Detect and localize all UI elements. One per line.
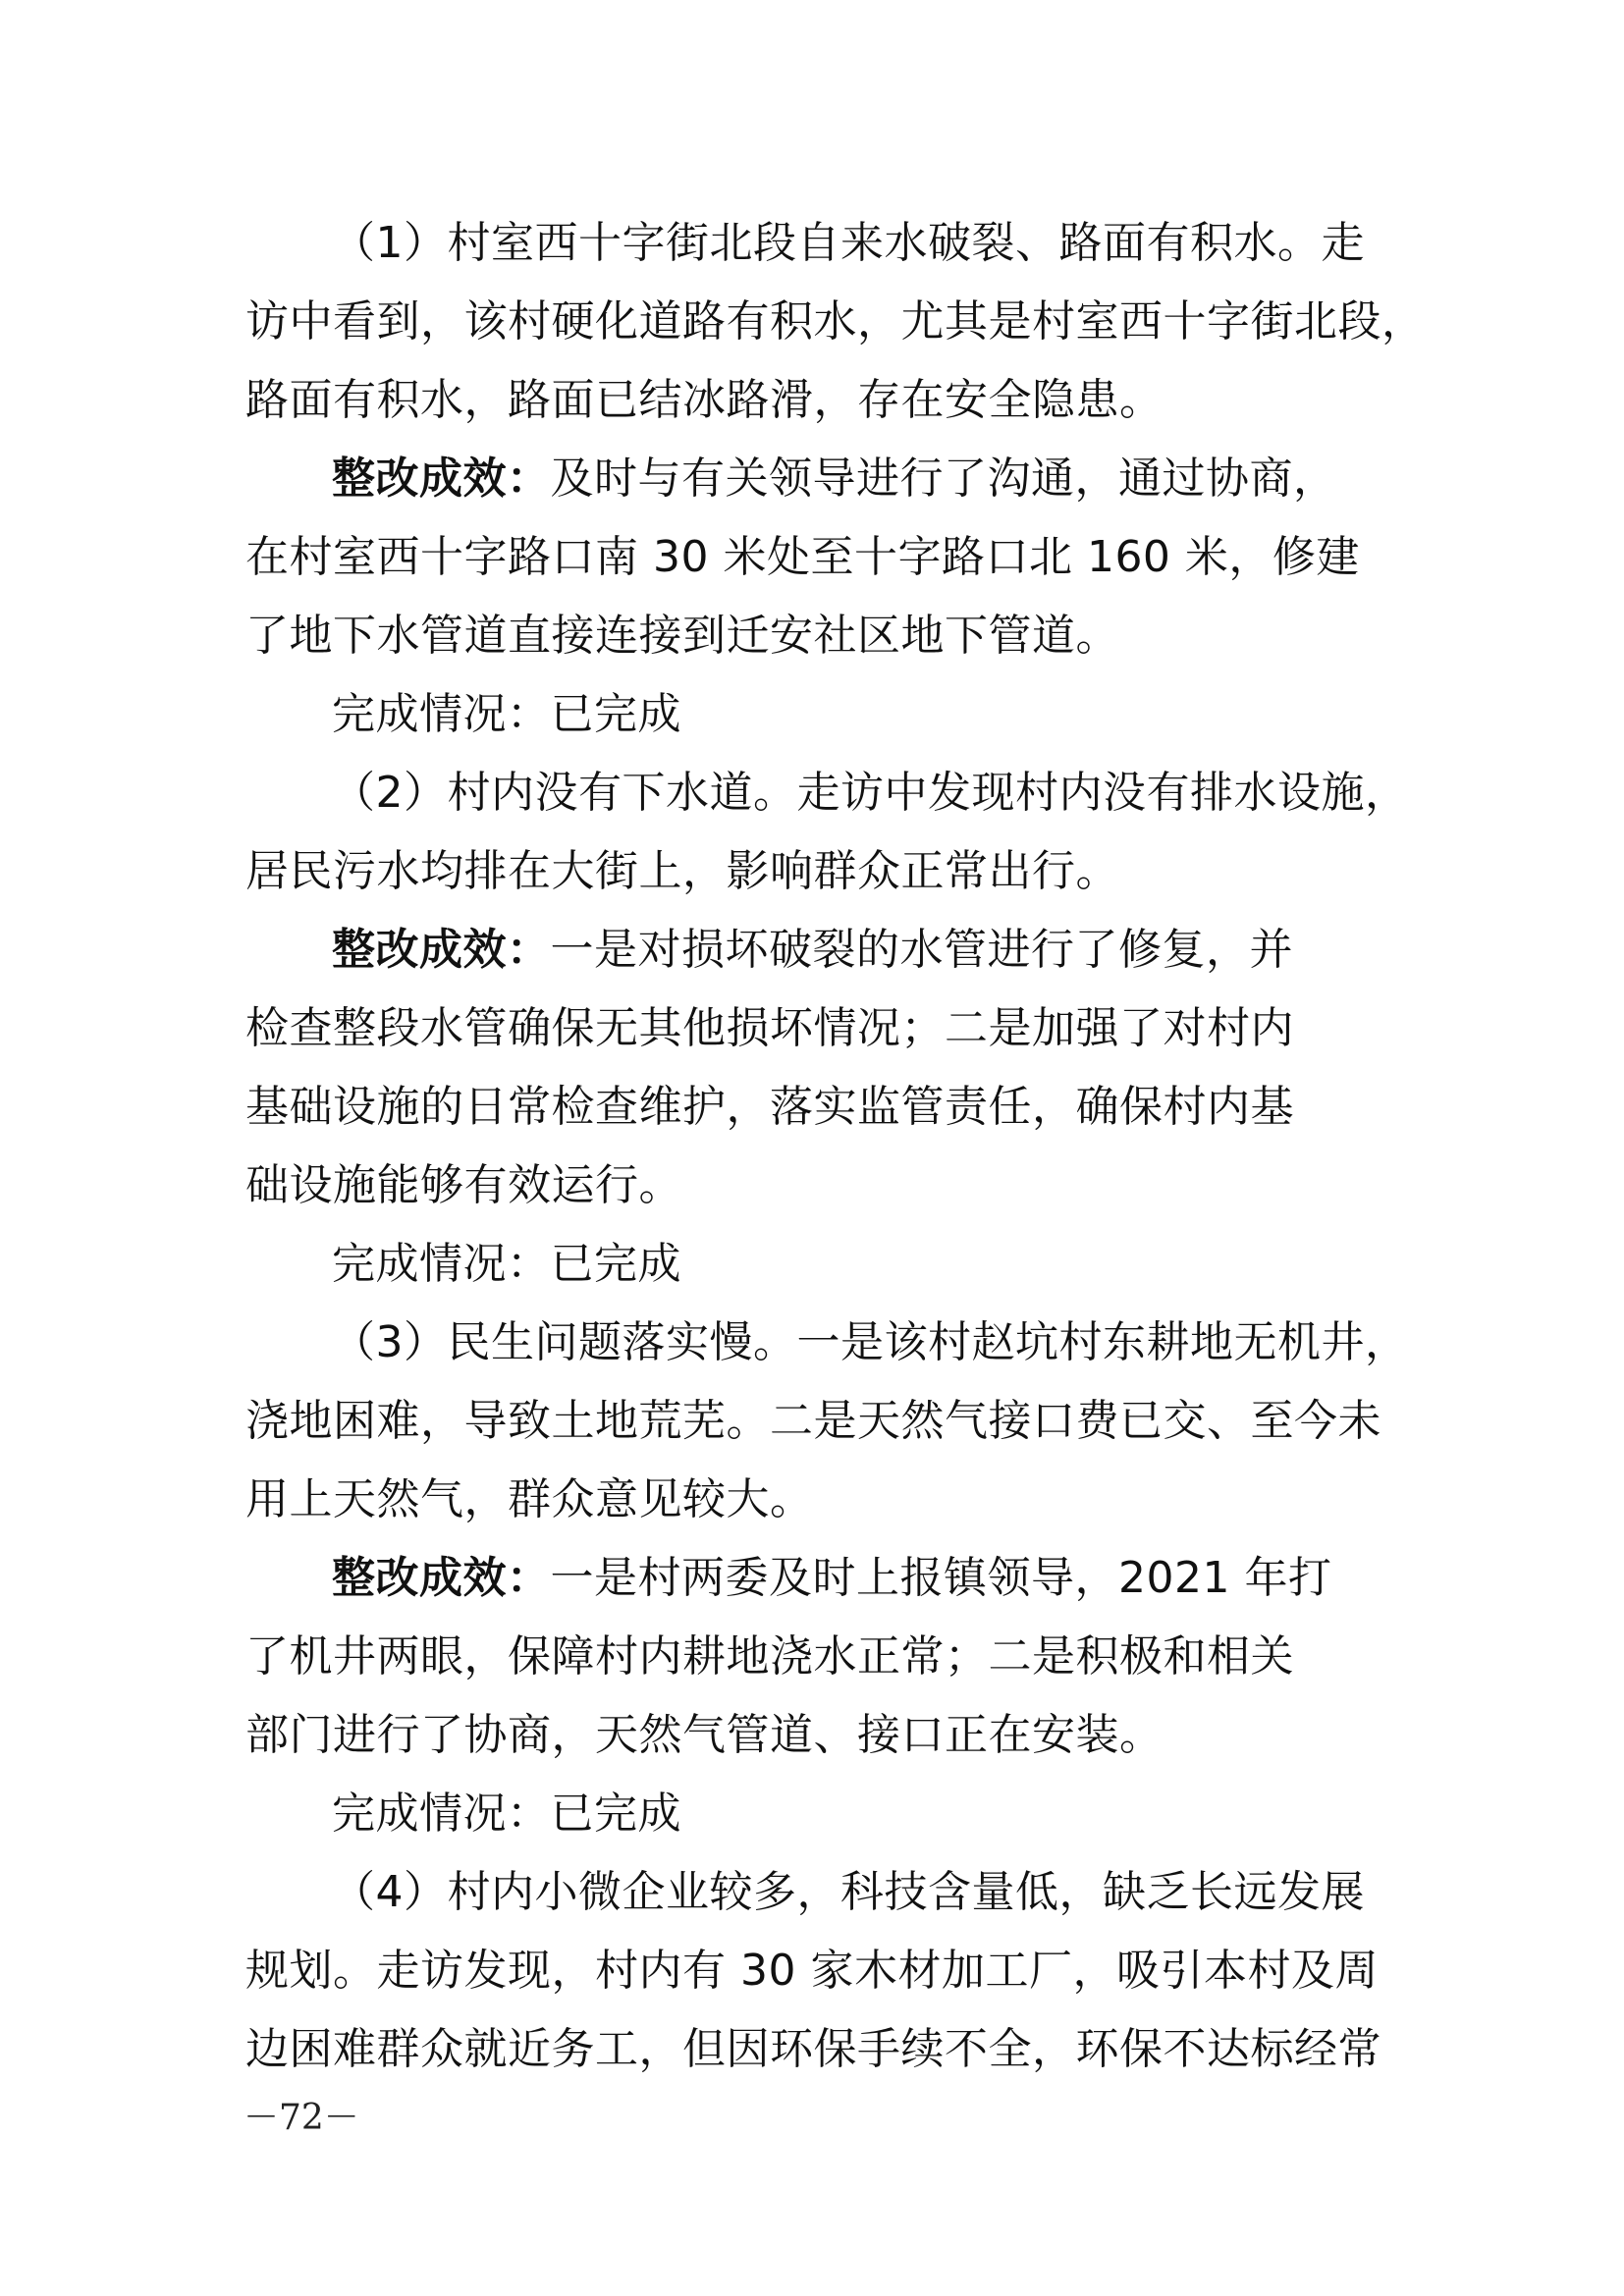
paragraph-line: 在村室西十字路口南 30 米处至十字路口北 160 米，修建 xyxy=(245,532,1360,582)
paragraph-line: 居民污水均排在大街上，影响群众正常出行。 xyxy=(245,846,1119,896)
paragraph-line: 边困难群众就近务工，但因环保手续不全，环保不达标经常 xyxy=(245,2024,1381,2074)
paragraph-line: 础设施能够有效运行。 xyxy=(245,1160,682,1210)
paragraph-line: （2）村内没有下水道。走访中发现村内没有排水设施， xyxy=(332,768,1409,818)
completion-status: 完成情况：已完成 xyxy=(332,1789,681,1839)
paragraph-line xyxy=(332,913,1471,988)
completion-status: 完成情况：已完成 xyxy=(332,689,681,739)
rectification-text: 及时与有关领导进行了沟通，通过协商， xyxy=(550,454,1337,504)
paragraph-line: （4）村内小微企业较多，科技含量低，缺乏长远发展 xyxy=(332,1867,1365,1917)
rectification-text: 一是村两委及时上报镇领导，2021 年打 xyxy=(550,1553,1332,1603)
rectification-text: 一是对损坏破裂的水管进行了修复，并 xyxy=(550,925,1293,975)
page-number: －72－ xyxy=(244,2098,359,2138)
paragraph-line: 部门进行了协商，天然气管道、接口正在安装。 xyxy=(245,1710,1164,1760)
rectification-label: 整改成效： xyxy=(332,925,551,975)
paragraph-line: （3）民生问题落实慢。一是该村赵坑村东耕地无机井， xyxy=(332,1317,1409,1367)
rectification-label: 整改成效： xyxy=(332,1553,551,1603)
paragraph-line xyxy=(332,442,1471,516)
paragraph-line: 基础设施的日常检查维护，落实监管责任，确保村内基 xyxy=(245,1082,1294,1132)
paragraph-line: 了地下水管道直接连接到迁安社区地下管道。 xyxy=(245,611,1119,661)
paragraph-line: 路面有积水，路面已结冰路滑，存在安全隐患。 xyxy=(245,375,1164,425)
paragraph-line: 访中看到，该村硬化道路有积水，尤其是村室西十字街北段， xyxy=(245,296,1426,347)
paragraph-line: 用上天然气，群众意见较大。 xyxy=(245,1474,814,1524)
paragraph-line: 了机井两眼，保障村内耕地浇水正常；二是积极和相关 xyxy=(245,1631,1294,1682)
paragraph-line xyxy=(332,1541,1471,1616)
paragraph-line: 检查整段水管确保无其他损坏情况；二是加强了对村内 xyxy=(245,1003,1294,1053)
paragraph-line: 浇地困难，导致土地荒芜。二是天然气接口费已交、至今未 xyxy=(245,1396,1381,1446)
completion-status: 完成情况：已完成 xyxy=(332,1239,681,1289)
paragraph-line: （1）村室西十字街北段自来水破裂、路面有积水。走 xyxy=(332,218,1365,268)
paragraph-line: 规划。走访发现，村内有 30 家木材加工厂，吸引本村及周 xyxy=(245,1946,1379,1996)
rectification-label: 整改成效： xyxy=(332,454,551,504)
